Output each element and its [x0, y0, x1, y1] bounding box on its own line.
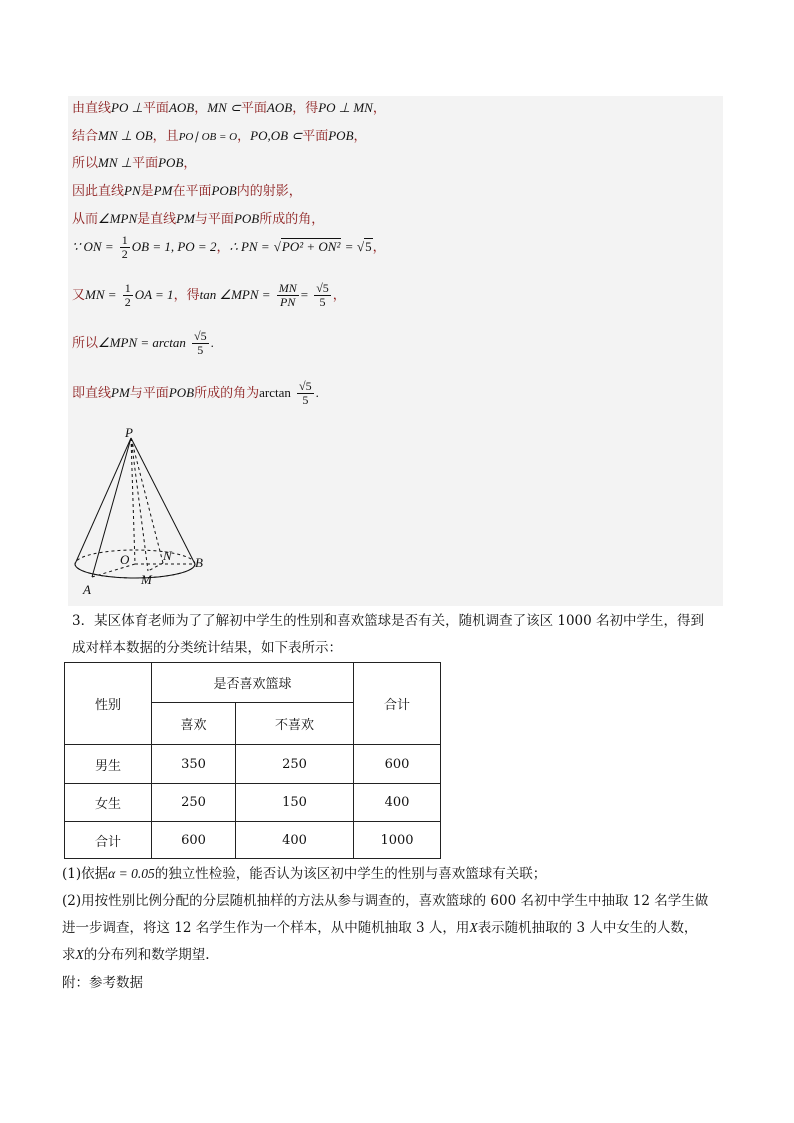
math: POB: [211, 183, 237, 198]
cell-like: 250: [152, 784, 236, 822]
sqrt: √PO² + ON²: [273, 239, 341, 254]
row-label: 女生: [65, 784, 152, 822]
denominator: 5: [319, 295, 326, 309]
text: 是: [140, 184, 154, 199]
math: α = 0.05: [108, 866, 155, 881]
math: PO ⊥ MN: [318, 100, 373, 115]
text: ，得: [292, 101, 319, 116]
text: 所以: [72, 156, 99, 171]
header-like-basketball: 是否喜欢篮球: [152, 663, 354, 703]
table-row: [65, 822, 441, 859]
math: PO,OB ⊂: [250, 128, 303, 143]
label-N: N: [163, 548, 172, 563]
text: 所成的角，: [259, 212, 325, 227]
math: .: [210, 335, 214, 350]
text: 所成的角为: [194, 386, 260, 401]
text: ，: [372, 240, 386, 255]
solution-line-8: [72, 330, 214, 357]
fraction: [297, 380, 314, 407]
math: PM: [111, 385, 130, 400]
solution-line-3: [72, 152, 196, 171]
text: 的分布列和数学期望.: [83, 947, 210, 963]
problem-line-2: 成对样本数据的分类统计结果，如下表所示：: [72, 640, 342, 656]
table-row: [65, 784, 441, 822]
math: OB = 1, PO = 2: [131, 239, 217, 254]
header-dislike: 不喜欢: [236, 703, 354, 745]
solution-line-1: [72, 97, 386, 116]
solution-line-9: [72, 380, 319, 407]
solution-line-4: [72, 180, 302, 199]
cell-dislike: 250: [236, 745, 354, 784]
cell-total: 1000: [354, 822, 441, 859]
fraction: [314, 282, 331, 309]
question-1: [62, 862, 546, 882]
numerator: MN: [278, 281, 297, 295]
denominator: 5: [197, 343, 204, 357]
text: 结合: [72, 129, 99, 144]
question-2-line-3: [62, 943, 210, 963]
cell-total: 400: [354, 784, 441, 822]
text: ，: [216, 240, 230, 255]
math: ∵ ON =: [72, 239, 114, 254]
cell-dislike: 150: [236, 784, 354, 822]
text: ，: [353, 129, 367, 144]
text: 与平面: [194, 212, 234, 227]
math: MN ⊂: [207, 100, 241, 115]
generatrix-left: [75, 438, 131, 564]
math: PM: [176, 211, 195, 226]
denominator: 5: [302, 393, 309, 407]
numerator: √5: [299, 379, 312, 393]
row-label: 男生: [65, 745, 152, 784]
denominator: PN: [280, 295, 296, 309]
math: PO∣ OB = O: [178, 131, 238, 143]
appendix-label: 附：参考数据: [62, 975, 143, 991]
math: .: [315, 385, 319, 400]
math: POB: [328, 128, 354, 143]
numerator: 1: [121, 233, 128, 247]
text: 即直线: [72, 386, 112, 401]
text: ，: [183, 156, 197, 171]
label-M: M: [141, 572, 152, 587]
math: PN: [124, 183, 141, 198]
text: 在平面: [172, 184, 212, 199]
math: AOB: [266, 100, 293, 115]
text: ，: [237, 129, 251, 144]
math: POB: [158, 155, 184, 170]
math: PO ⊥: [111, 100, 143, 115]
text: 由直线: [72, 101, 112, 116]
solution-line-7: [72, 282, 346, 309]
text: 所以: [72, 336, 99, 351]
cone-figure: [70, 424, 220, 600]
solution-line-6: [72, 234, 386, 261]
text: (1)依据: [62, 866, 109, 882]
text: 的独立性检验，能否认为该区初中学生的性别与喜欢篮球有关联；: [154, 866, 547, 882]
text: 平面: [132, 156, 159, 171]
text: 内的射影，: [236, 184, 302, 199]
fraction: [277, 282, 299, 309]
text: 因此直线: [72, 184, 125, 199]
text: 平面: [302, 129, 329, 144]
text: 是直线: [137, 212, 177, 227]
math: arctan: [259, 385, 291, 400]
label-P: P: [125, 425, 133, 440]
data-table: [64, 662, 441, 859]
math: ∠MPN = arctan: [98, 335, 186, 350]
math: MN ⊥: [98, 155, 133, 170]
radicand: 5: [365, 239, 372, 254]
math: OA = 1: [134, 287, 174, 302]
cell-like: 600: [152, 822, 236, 859]
math: X: [469, 920, 478, 935]
text: 进一步调查，将这 12 名学生作为一个样本，从中随机抽取 3 人，用: [62, 920, 470, 936]
text: ，且: [152, 129, 179, 144]
row-label: 合计: [65, 822, 152, 859]
fraction: [123, 282, 133, 309]
numerator: 1: [124, 281, 131, 295]
text: 平面: [240, 101, 267, 116]
math: MN ⊥ OB: [98, 128, 153, 143]
solution-line-5: [72, 208, 324, 227]
table-row: [65, 745, 441, 784]
question-2-line-2: [62, 916, 697, 936]
denominator: 2: [121, 247, 128, 261]
text: ，: [332, 288, 346, 303]
math: PM: [153, 183, 173, 198]
header-gender: 性别: [65, 663, 152, 745]
math: POB: [168, 385, 195, 400]
label-B: B: [195, 555, 203, 570]
text: 平面: [142, 101, 169, 116]
problem-line-1: 3．某区体育老师为了了解初中学生的性别和喜欢篮球是否有关，随机调查了该区 1000 名初中学生，得到: [72, 613, 705, 629]
cell-dislike: 400: [236, 822, 354, 859]
math: POB: [233, 211, 260, 226]
radicand: PO² + ON²: [281, 239, 341, 254]
text: 从而: [72, 212, 99, 227]
math: X: [75, 947, 84, 962]
text: ，: [194, 101, 208, 116]
base-front-arc: [75, 564, 195, 578]
denominator: 2: [124, 295, 131, 309]
solution-line-2: [72, 125, 367, 144]
math: ∴ PN =: [229, 239, 270, 254]
text: 又: [72, 288, 86, 303]
numerator: √5: [316, 281, 329, 295]
math: MN =: [85, 287, 117, 302]
math: ∠MPN: [98, 211, 138, 226]
question-2-line-1: (2)用按性别比例分配的分层随机抽样的方法从参与调查的，喜欢篮球的 600 名初中学生中抽取 12 名学生做: [62, 893, 709, 909]
text: 与平面: [129, 386, 169, 401]
fraction: [120, 234, 130, 261]
sqrt: √5: [357, 239, 372, 254]
math: =: [345, 239, 353, 254]
generatrix-right: [131, 438, 195, 564]
math: AOB: [168, 100, 195, 115]
segment-PN: [131, 438, 163, 563]
header-total: 合计: [354, 663, 441, 745]
cell-total: 600: [354, 745, 441, 784]
text: ，: [372, 101, 386, 116]
math: =: [300, 287, 309, 302]
text: ，得: [173, 288, 200, 303]
label-A: A: [83, 582, 91, 597]
label-O: O: [120, 552, 130, 567]
text: 求: [62, 947, 76, 963]
numerator: √5: [193, 329, 207, 343]
math: tan ∠MPN =: [199, 287, 271, 302]
header-like: 喜欢: [152, 703, 236, 745]
text: 表示随机抽取的 3 人中女生的人数，: [477, 920, 698, 936]
cell-like: 350: [152, 745, 236, 784]
fraction: [192, 330, 209, 357]
